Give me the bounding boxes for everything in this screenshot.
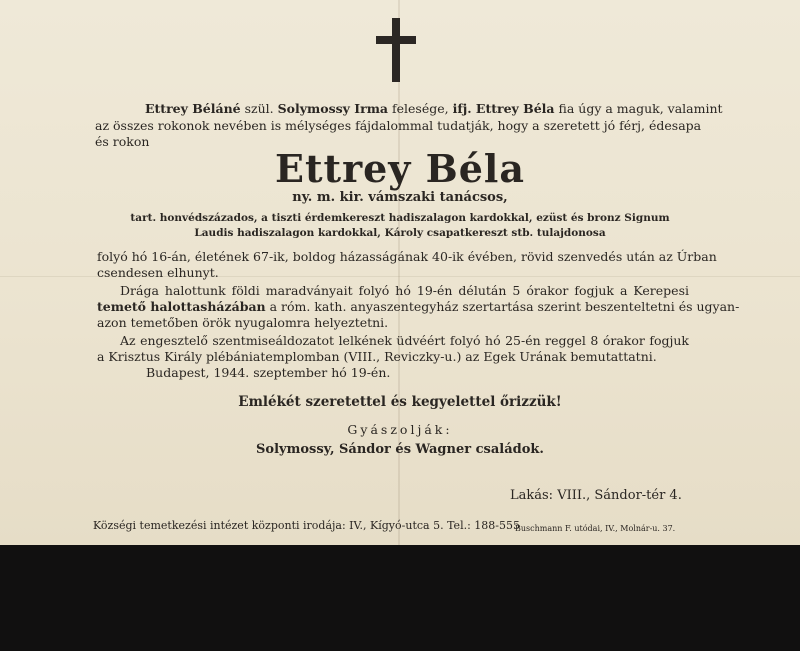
printer-imprint: Buschmann F. utódai, IV., Molnár-u. 37.	[515, 524, 676, 533]
memorial-motto: Emlékét szeretettel és kegyelettel őrizzük!	[238, 394, 562, 410]
deceased-name: Ettrey Béla	[275, 146, 525, 191]
cross-icon	[376, 18, 416, 82]
intro-line-3: és rokon	[95, 134, 150, 149]
funeral-paragraph-line-2: temető halottasházában a róm. kath. anyaszentegyház szertartása szerint beszenteltetni és ugyan-	[97, 299, 740, 314]
intro-line-1: Ettrey Béláné szül. Solymossy Irma felesége, ifj. Ettrey Béla fia úgy a maguk, valamint	[145, 101, 723, 116]
mourners-families: Solymossy, Sándor és Wagner családok.	[256, 442, 544, 457]
mourning-band	[0, 545, 800, 651]
funeral-office-info: Községi temetkezési intézet központi irodája: IV., Kígyó-utca 5. Tel.: 188-555	[93, 519, 520, 532]
home-address: Lakás: VIII., Sándor-tér 4.	[510, 488, 682, 503]
death-paragraph-line-2: csendesen elhunyt.	[97, 265, 219, 280]
deceased-rank: ny. m. kir. vámszaki tanácsos,	[292, 190, 508, 205]
funeral-paragraph-line-3: azon temetőben örök nyugalomra helyeztetni.	[97, 315, 389, 330]
deceased-titles-line-2: Laudis hadiszalagon kardokkal, Károly csapatkereszt stb. tulajdonosa	[194, 227, 606, 239]
mourners-label: Gyászolják:	[347, 422, 453, 437]
death-paragraph-line-1: folyó hó 16-án, életének 67-ik, boldog házasságának 40-ik évében, rövid szenvedés után az Úrban	[97, 249, 717, 264]
mass-paragraph-line-1: Az engesztelő szentmiseáldozatot lelkének üdvéért folyó hó 25-én reggel 8 órakor fogjuk	[120, 333, 689, 348]
funeral-paragraph-line-1: Drága halottunk földi maradványait folyó hó 19-én délután 5 órakor fogjuk a Kerepesi	[120, 283, 689, 298]
mass-paragraph-line-2: a Krisztus Király plébániatemplomban (VIII., Reviczky-u.) az Egek Urának bemutattatni.	[97, 349, 657, 364]
intro-line-2: az összes rokonok nevében is mélységes fájdalommal tudatják, hogy a szeretett jó férj, édesapa	[95, 118, 702, 133]
deceased-titles-line-1: tart. honvédszázados, a tiszti érdemkereszt hadiszalagon kardokkal, ezüst és bronz Signum	[130, 212, 670, 224]
notice-date: Budapest, 1944. szeptember hó 19-én.	[146, 365, 391, 380]
